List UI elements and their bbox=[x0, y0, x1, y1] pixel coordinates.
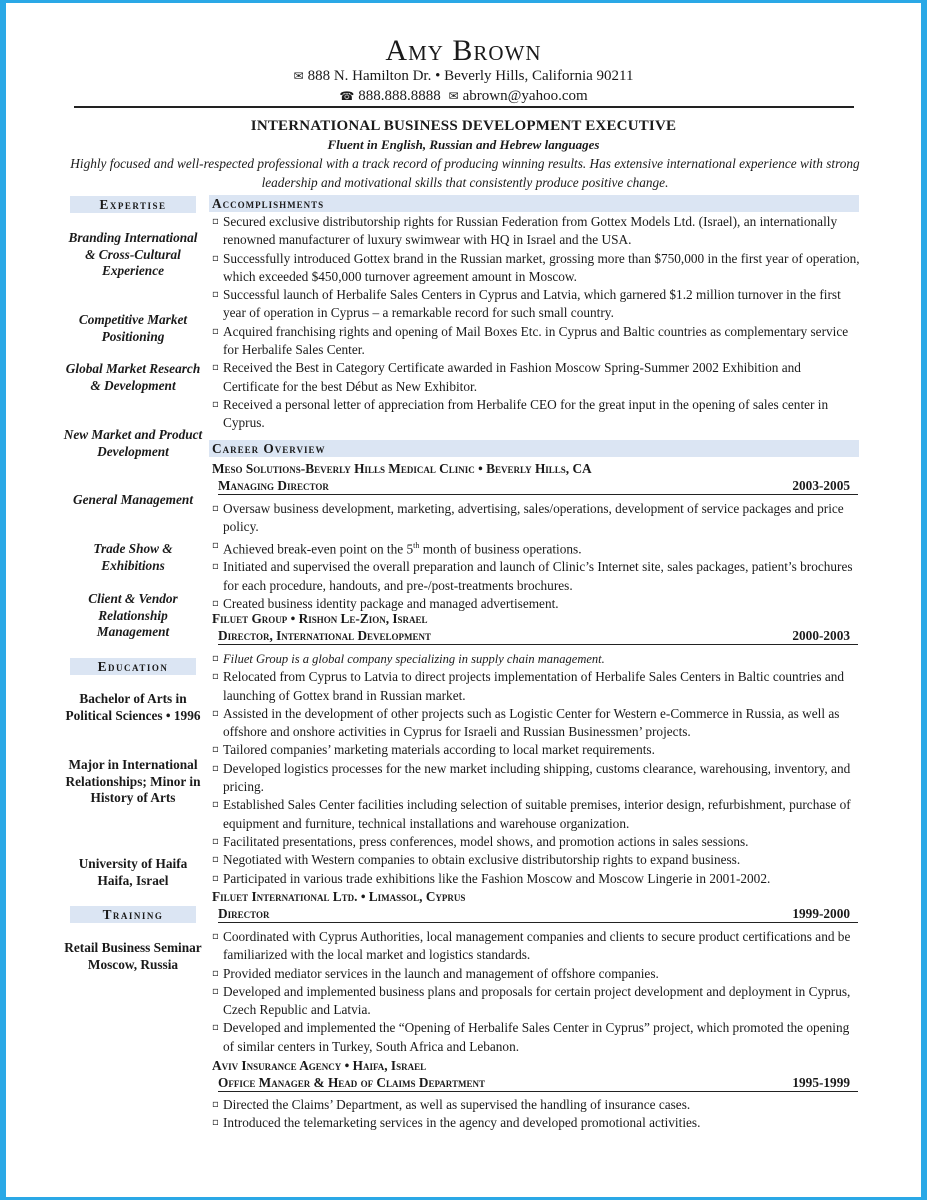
education-item: Major in International Relationships; Minor in History of Arts bbox=[65, 757, 201, 805]
candidate-name: Amy Brown bbox=[385, 34, 542, 67]
job-dates: 2003-2005 bbox=[792, 478, 850, 493]
header-rule bbox=[74, 106, 854, 108]
list-item: ▫ Oversaw business development, marketing, advertising, sales/operations, development of service packages and price policy. bbox=[212, 500, 860, 537]
skill-item: Branding International & Cross-Cultural Experience bbox=[68, 230, 198, 278]
list-item: ▫ Filuet Group is a global company specializing in supply chain management. bbox=[212, 650, 860, 668]
contact-line bbox=[0, 88, 927, 105]
headline: INTERNATIONAL BUSINESS DEVELOPMENT EXECUTIVE bbox=[250, 118, 677, 134]
training-item: Retail Business Seminar Moscow, Russia bbox=[64, 940, 202, 972]
job-role-row bbox=[218, 628, 858, 645]
list-item: ▫ Facilitated presentations, press conferences, model shows, and promotion actions in sales sessions. bbox=[212, 833, 860, 851]
list-item: ▫ Acquired franchising rights and opening of Mail Boxes Etc. in Cyprus and Baltic countries as complementary service for Herbalife Sales Center. bbox=[212, 323, 860, 360]
career-heading: Career Overview bbox=[209, 440, 859, 457]
skill-item: General Management bbox=[72, 492, 194, 507]
job-duties bbox=[212, 650, 860, 888]
mailbox-icon: ✉ bbox=[293, 69, 304, 83]
education-item: University of Haifa Haifa, Israel bbox=[78, 856, 188, 888]
job-role: Director, International Development bbox=[218, 628, 432, 643]
education-item: Bachelor of Arts in Political Sciences • 1996 bbox=[65, 691, 201, 723]
list-item: ▫ Established Sales Center facilities including selection of suitable premises, interior design, refurbishment, purchase of equipment and furniture, technical installations and warehouse organization. bbox=[212, 796, 860, 833]
skill-item: New Market and Product Development bbox=[63, 427, 203, 459]
job-role: Director bbox=[218, 906, 270, 921]
job-company: Meso Solutions-Beverly Hills Medical Clinic • Beverly Hills, CA bbox=[212, 461, 592, 476]
list-item: ▫ Introduced the telemarketing services in the agency and developed promotional activities. bbox=[212, 1114, 860, 1132]
job-company: Filuet Group • Rishon Le-Zion, Israel bbox=[212, 611, 428, 626]
list-item: ▫ Relocated from Cyprus to Latvia to direct projects implementation of Herbalife Sales Centers in Baltic countries and launching of Gottex brand in Russian market. bbox=[212, 668, 860, 705]
job-company: Filuet International Ltd. • Limassol, Cyprus bbox=[212, 889, 466, 904]
job-duties bbox=[212, 1096, 860, 1133]
phone: 888.888.8888 bbox=[358, 88, 441, 104]
email[interactable]: abrown@yahoo.com bbox=[462, 88, 588, 104]
list-item: ▫ Negotiated with Western companies to obtain exclusive distributorship rights to expand business. bbox=[212, 851, 860, 869]
list-item: ▫ Developed and implemented the “Opening of Herbalife Sales Center in Cyprus” project, which promoted the opening of similar centers in Turkey, South Africa and Lebanon. bbox=[212, 1019, 860, 1056]
list-item: ▫ Participated in various trade exhibitions like the Fashion Moscow and Moscow Lingerie in 2001-2002. bbox=[212, 870, 860, 888]
training-heading: Training bbox=[70, 906, 196, 923]
skill-item: Global Market Research & Development bbox=[65, 361, 201, 393]
envelope-icon: ✉ bbox=[448, 89, 459, 103]
list-item: ▫ Received a personal letter of appreciation from Herbalife CEO for the great input in the opening of sales center in Cyprus. bbox=[212, 396, 860, 433]
list-item: ▫ Successful launch of Herbalife Sales Centers in Cyprus and Latvia, which garnered $1.2 million turnover in the first year of operation in Cyprus – a remarkable record for such small country. bbox=[212, 286, 860, 323]
job-dates: 1999-2000 bbox=[792, 906, 850, 921]
address-line bbox=[0, 68, 927, 85]
job-dates: 1995-1999 bbox=[792, 1075, 850, 1090]
list-item: ▫ Secured exclusive distributorship rights for Russian Federation from Gottex Models Ltd. (Israel), an internationally renowned manufacturer of luxury swimwear with HQ in Israel and the USA. bbox=[212, 213, 860, 250]
job-role: Managing Director bbox=[218, 478, 329, 493]
job-duties bbox=[212, 928, 860, 1056]
list-item: ▫ Coordinated with Cyprus Authorities, local management companies and clients to secure product certifications and be familiarized with the local market and logistics standards. bbox=[212, 928, 860, 965]
list-item: ▫ Achieved break-even point on the 5th month of business operations. bbox=[212, 537, 860, 559]
list-item: ▫ Initiated and supervised the overall preparation and launch of Clinic’s Internet site, sales packages, patient’s brochures for each procedure, handouts, and pre-/post-treatments brochures. bbox=[212, 558, 860, 595]
job-role-row bbox=[218, 478, 858, 495]
list-item: ▫ Provided mediator services in the launch and management of offshore companies. bbox=[212, 965, 860, 983]
skill-item: Client & Vendor Relationship Management bbox=[88, 591, 178, 639]
list-item: ▫ Tailored companies’ marketing materials according to local market requirements. bbox=[212, 741, 860, 759]
job-company: Aviv Insurance Agency • Haifa, Israel bbox=[212, 1058, 427, 1073]
list-item: ▫ Created business identity package and managed advertisement. bbox=[212, 595, 860, 613]
list-item: ▫ Received the Best in Category Certificate awarded in Fashion Moscow Spring-Summer 2002 Exhibition and Certificate for the best Début as New Exhibitor. bbox=[212, 359, 860, 396]
education-heading: Education bbox=[70, 658, 196, 675]
list-item: ▫ Developed and implemented business plans and proposals for certain project development and deployment in Cyprus, Czech Republic and Latvia. bbox=[212, 983, 860, 1020]
skill-item: Trade Show & Exhibitions bbox=[93, 541, 173, 573]
accomplishments-heading: Accomplishments bbox=[209, 195, 859, 212]
list-item: ▫ Developed logistics processes for the new market including shipping, customs clearance, warehousing, inventory, and pricing. bbox=[212, 760, 860, 797]
accomplishments-list bbox=[212, 213, 860, 433]
job-role-row bbox=[218, 1075, 858, 1092]
list-item: ▫ Successfully introduced Gottex brand in the Russian market, grossing more than $750,000 in the first year of operation, which exceeded $450,000 turnover agreement amount in Moscow. bbox=[212, 250, 860, 287]
skill-item: Competitive Market Positioning bbox=[78, 312, 188, 344]
job-role-row bbox=[218, 906, 858, 923]
summary: Highly focused and well-respected professional with a track record of producing winning results. Has extensive international experience with strong leadership and motivational skills that consistently produce positive change. bbox=[70, 156, 860, 190]
job-role: Office Manager & Head of Claims Department bbox=[218, 1075, 485, 1090]
phone-icon: ☎ bbox=[339, 89, 355, 103]
address: 888 N. Hamilton Dr. • Beverly Hills, California 90211 bbox=[307, 68, 634, 84]
job-duties bbox=[212, 500, 860, 613]
list-item: ▫ Assisted in the development of other projects such as Logistic Center for Western e-Commerce in Russia, as well as offshore and onshore activities in Cyprus for Israeli and Russian Businessmen’ projects. bbox=[212, 705, 860, 742]
list-item: ▫ Directed the Claims’ Department, as well as supervised the handling of insurance cases. bbox=[212, 1096, 860, 1114]
expertise-heading: Expertise bbox=[70, 196, 196, 213]
job-dates: 2000-2003 bbox=[792, 628, 850, 643]
languages-line: Fluent in English, Russian and Hebrew languages bbox=[327, 137, 600, 152]
